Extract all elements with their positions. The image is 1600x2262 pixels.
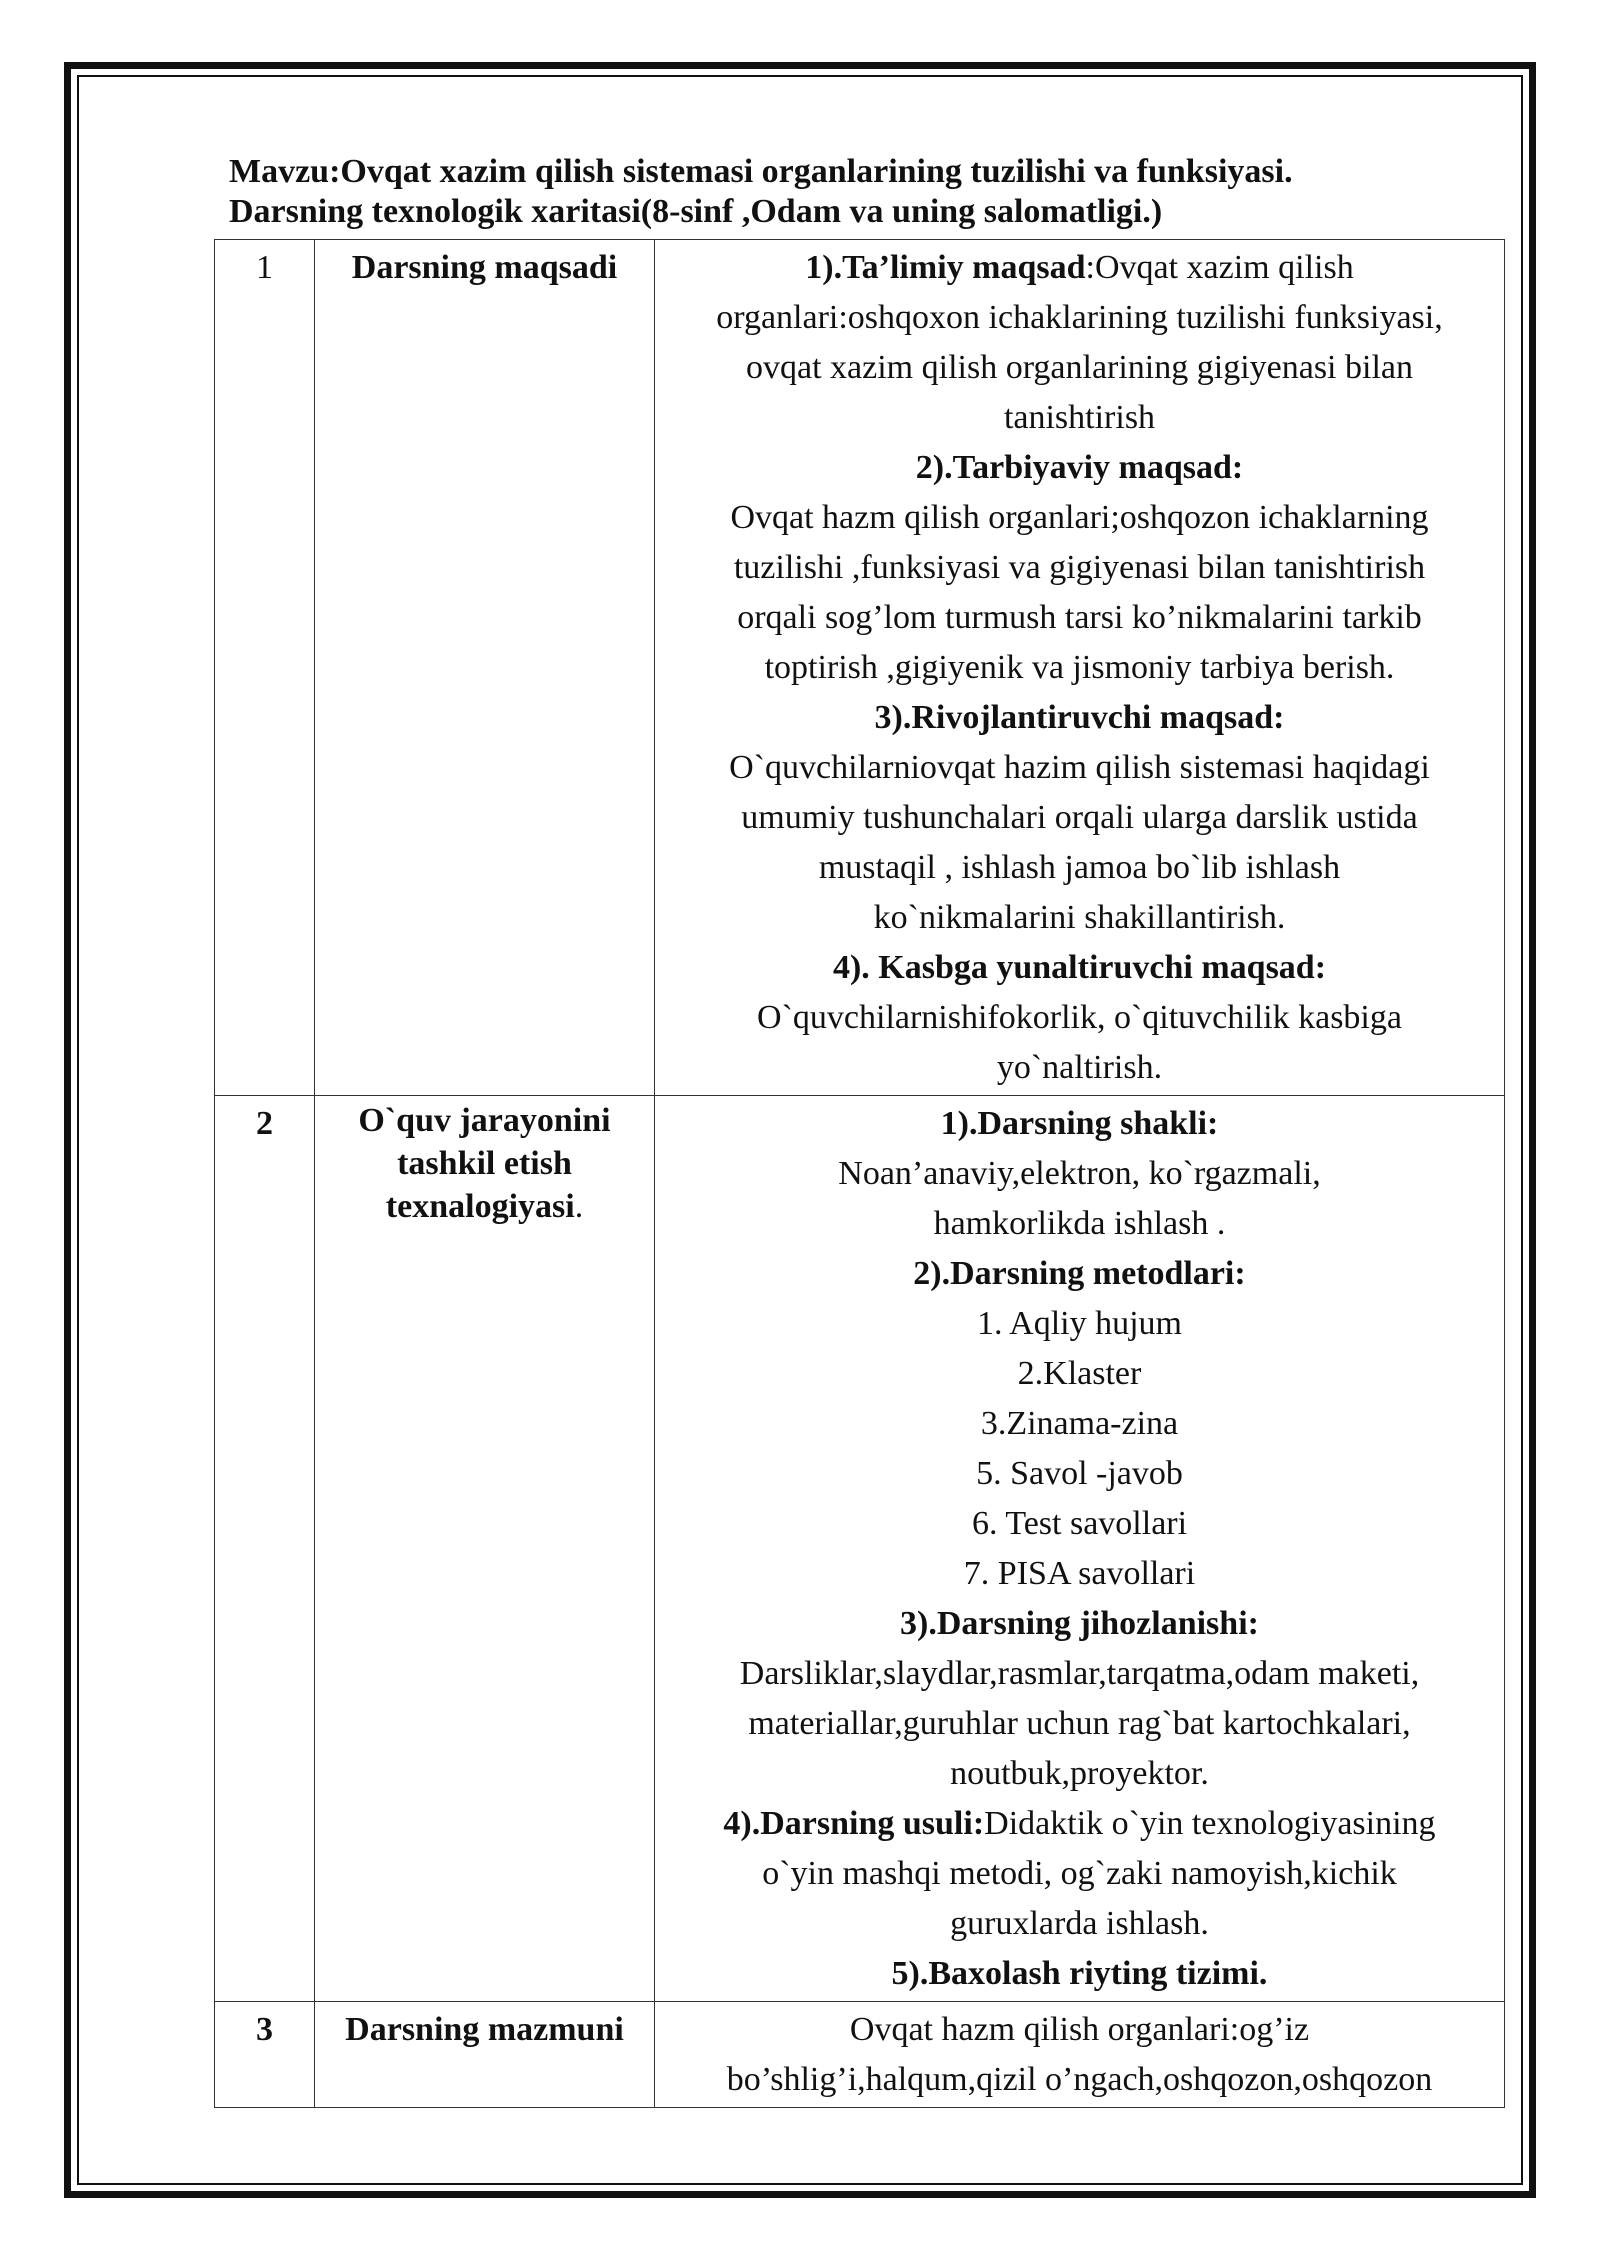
section-heading: 4). Kasbga yunaltiruvchi maqsad:: [832, 949, 1327, 986]
row-label: Darsning mazmuni: [315, 2002, 655, 2108]
lesson-methods: [661, 1249, 1498, 1599]
lesson-plan-table: [214, 239, 1505, 2108]
list-item: 3.Zinama-zina: [980, 1405, 1179, 1442]
row-number: 2: [215, 1096, 315, 2002]
label-line: texnalogiyasi: [385, 1188, 575, 1225]
list-item: 6. Test savollari: [971, 1505, 1188, 1542]
topic-title: Mavzu:Ovqat xazim qilish sistemasi organlarining tuzilishi va funksiyasi.: [229, 153, 1293, 190]
content-line: tanishtirish: [1003, 399, 1156, 436]
section-heading: 5).Baxolash riyting tizimi.: [891, 1955, 1268, 1992]
row-label: [315, 1096, 655, 2002]
lesson-equipment: [661, 1599, 1498, 1799]
grading-system: [661, 1949, 1498, 1999]
list-item: 7. PISA savollari: [963, 1555, 1196, 1592]
developmental-goal: [661, 693, 1498, 943]
content-line: O`quvchilarnishifokorlik, o`qituvchilik kasbiga: [757, 999, 1402, 1036]
row-content: [655, 1096, 1505, 2002]
section-heading: 2).Darsning metodlari:: [913, 1255, 1246, 1292]
content-line: toptirish ,gigiyenik va jismoniy tarbiya berish.: [764, 649, 1395, 686]
table-row: [215, 1096, 1505, 2002]
row-content: [655, 240, 1505, 1096]
section-heading: 2).Tarbiyaviy maqsad:: [915, 449, 1244, 486]
section-heading: 3).Rivojlantiruvchi maqsad:: [874, 699, 1285, 736]
content-line: o`yin mashqi metodi, og`zaki namoyish,kichik: [762, 1855, 1397, 1892]
label-line: O`quv jarayonini: [358, 1102, 611, 1139]
lesson-form: [661, 1099, 1498, 1249]
list-item: 2.Klaster: [1017, 1355, 1142, 1392]
content-line: orqali sog’lom turmush tarsi ko’nikmalarini tarkib: [737, 599, 1422, 636]
label-suffix: .: [574, 1188, 584, 1225]
content-line: Ovqat hazm qilish organlari;oshqozon ichaklarning: [730, 499, 1429, 536]
content-line: O`quvchilarniovqat hazim qilish sistemasi haqidagi: [729, 749, 1430, 786]
table-row: [215, 240, 1505, 1096]
content-line: ovqat xazim qilish organlarining gigiyenasi bilan: [746, 349, 1413, 386]
content-line: Ovqat hazm qilish organlari:og’iz: [849, 2011, 1310, 2048]
table-row: [215, 2002, 1505, 2108]
content-line: Darsliklar,slaydlar,rasmlar,tarqatma,odam maketi,: [739, 1655, 1420, 1692]
content-line: organlari:oshqoxon ichaklarining tuzilishi funksiyasi,: [716, 299, 1443, 336]
section-heading: 1).Darsning shakli:: [940, 1105, 1219, 1142]
list-item: 5. Savol -javob: [976, 1455, 1183, 1492]
content-line: noutbuk,proyektor.: [950, 1755, 1209, 1792]
content-line: mustaqil , ishlash jamoa bo`lib ishlash: [818, 849, 1341, 886]
label-line: tashkil etish: [397, 1145, 572, 1182]
content-line: Noan’anaviy,elektron, ko`rgazmali,: [838, 1155, 1321, 1192]
lesson-technique: [661, 1799, 1498, 1949]
content-line: ko`nikmalarini shakillantirish.: [873, 899, 1286, 936]
list-item: 1. Aqliy hujum: [977, 1305, 1182, 1342]
section-heading: 4).Darsning usuli:: [723, 1805, 985, 1842]
row-number: 1: [215, 240, 315, 1096]
row-label: Darsning maqsadi: [315, 240, 655, 1096]
content-line: bo’shlig’i,halqum,qizil o’ngach,oshqozon,oshqozon: [726, 2061, 1433, 2098]
content-line: materiallar,guruhlar uchun rag`bat kartochkalari,: [748, 1705, 1411, 1742]
section-heading: 3).Darsning jihozlanishi:: [900, 1605, 1259, 1642]
row-content: [655, 2002, 1505, 2108]
content-line: :Ovqat xazim qilish: [1085, 249, 1354, 286]
content-line: umumiy tushunchalari orqali ularga darslik ustida: [741, 799, 1418, 836]
upbringing-goal: [661, 443, 1498, 693]
career-goal: [661, 943, 1498, 1093]
content-line: hamkorlikda ishlash .: [933, 1205, 1226, 1242]
lesson-map-subtitle: Darsning texnologik xaritasi(8-sinf ,Odam va uning salomatligi.): [229, 193, 1163, 230]
section-heading: 1).Ta’limiy maqsad: [805, 249, 1086, 286]
content-line: yo`naltirish.: [996, 1049, 1163, 1086]
content-line: Didaktik o`yin texnologiyasining: [984, 1805, 1436, 1842]
content-line: tuzilishi ,funksiyasi va gigiyenasi bilan tanishtirish: [733, 549, 1426, 586]
educational-goal: [661, 243, 1498, 443]
row-number: 3: [215, 2002, 315, 2108]
content-line: guruxlarda ishlash.: [950, 1905, 1209, 1942]
document-header: [229, 152, 1509, 232]
